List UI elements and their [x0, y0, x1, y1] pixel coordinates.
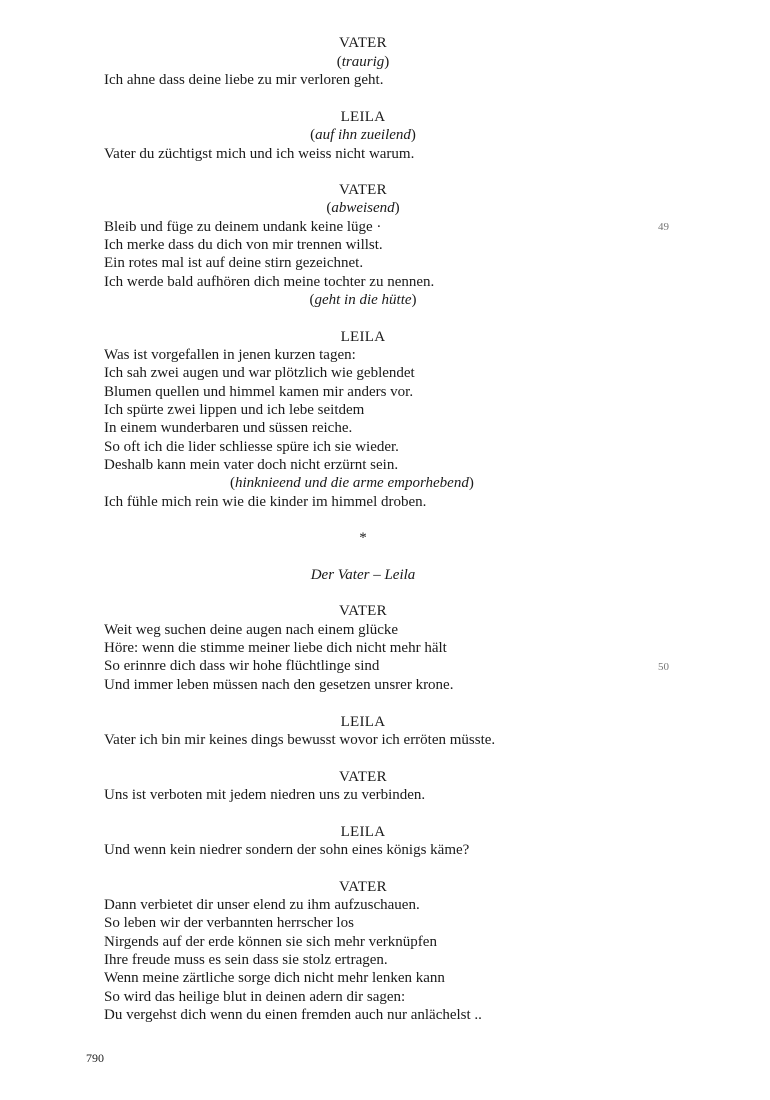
verse-line: Wenn meine zärtliche sorge dich nicht mehr lenken kann — [104, 970, 445, 986]
verse-line: So erinnre dich dass wir hohe flüchtlinge sind — [104, 658, 380, 674]
speaker-name: VATER — [339, 603, 387, 619]
speaker-name: LEILA — [340, 329, 386, 345]
stage-direction: (hinknieend und die arme emporhebend) — [230, 475, 474, 491]
speaker-name: VATER — [339, 35, 387, 51]
verse-line: Und immer leben müssen nach den gesetzen unsrer krone. — [104, 677, 454, 693]
stage-direction-text: auf ihn zueilend — [315, 127, 411, 143]
speaker-name: VATER — [339, 769, 387, 785]
speaker-name: LEILA — [340, 109, 386, 125]
verse-line: Vater du züchtigst mich und ich weiss nicht warum. — [104, 146, 415, 162]
verse-line: Blumen quellen und himmel kamen mir anders vor. — [104, 384, 414, 400]
stage-direction: (traurig) — [336, 54, 390, 70]
verse-line: Und wenn kein niedrer sondern der sohn eines königs käme? — [104, 842, 470, 858]
stage-direction: (abweisend) — [326, 200, 400, 216]
verse-line: Dann verbietet dir unser elend zu ihm aufzuschauen. — [104, 897, 420, 913]
verse-line: Weit weg suchen deine augen nach einem glücke — [104, 622, 399, 638]
scene-title: Der Vater – Leila — [310, 567, 416, 583]
verse-line: So wird das heilige blut in deinen adern dir sagen: — [104, 989, 406, 1005]
verse-line: Ich fühle mich rein wie die kinder im himmel droben. — [104, 494, 427, 510]
verse-line: Ihre freude muss es sein dass sie stolz ertragen. — [104, 952, 388, 968]
verse-line: In einem wunderbaren und süssen reiche. — [104, 420, 353, 436]
verse-line: Ein rotes mal ist auf deine stirn gezeichnet. — [104, 255, 364, 271]
stage-direction-text: hinknieend und die arme emporhebend — [235, 475, 469, 491]
verse-line: Höre: wenn die stimme meiner liebe dich nicht mehr hält — [104, 640, 447, 656]
verse-line: Vater ich bin mir keines dings bewusst wovor ich erröten müsste. — [104, 732, 496, 748]
stage-direction-text: geht in die hütte — [314, 292, 412, 308]
stage-direction-text: abweisend — [331, 200, 395, 216]
margin-line-number: 49 — [658, 221, 669, 233]
verse-line: Bleib und füge zu deinem undank keine lüge · — [104, 219, 382, 235]
speaker-name: VATER — [339, 182, 387, 198]
verse-line: So leben wir der verbannten herrscher los — [104, 915, 354, 931]
verse-line: Ich werde bald aufhören dich meine tochter zu nennen. — [104, 274, 435, 290]
verse-line: Du vergehst dich wenn du einen fremden auch nur anlächelst .. — [104, 1007, 482, 1023]
verse-line: So oft ich die lider schliesse spüre ich sie wieder. — [104, 439, 399, 455]
stage-direction: (auf ihn zueilend) — [310, 127, 416, 143]
verse-line: Ich merke dass du dich von mir trennen willst. — [104, 237, 383, 253]
verse-line: Deshalb kann mein vater doch nicht erzürnt sein. — [104, 457, 399, 473]
scene-separator: * — [359, 530, 367, 546]
verse-line: Uns ist verboten mit jedem niedren uns zu verbinden. — [104, 787, 426, 803]
verse-line: Ich spürte zwei lippen und ich lebe seitdem — [104, 402, 365, 418]
speaker-name: LEILA — [340, 824, 386, 840]
stage-direction-text: traurig — [341, 54, 385, 70]
speaker-name: VATER — [339, 879, 387, 895]
verse-line: Ich sah zwei augen und war plötzlich wie geblendet — [104, 365, 415, 381]
verse-line: Ich ahne dass deine liebe zu mir verloren geht. — [104, 72, 384, 88]
margin-line-number: 50 — [658, 661, 669, 673]
verse-line: Nirgends auf der erde können sie sich mehr verknüpfen — [104, 934, 437, 950]
verse-line: Was ist vorgefallen in jenen kurzen tagen: — [104, 347, 356, 363]
speaker-name: LEILA — [340, 714, 386, 730]
stage-direction: (geht in die hütte) — [309, 292, 417, 308]
page-number: 790 — [86, 1051, 104, 1065]
